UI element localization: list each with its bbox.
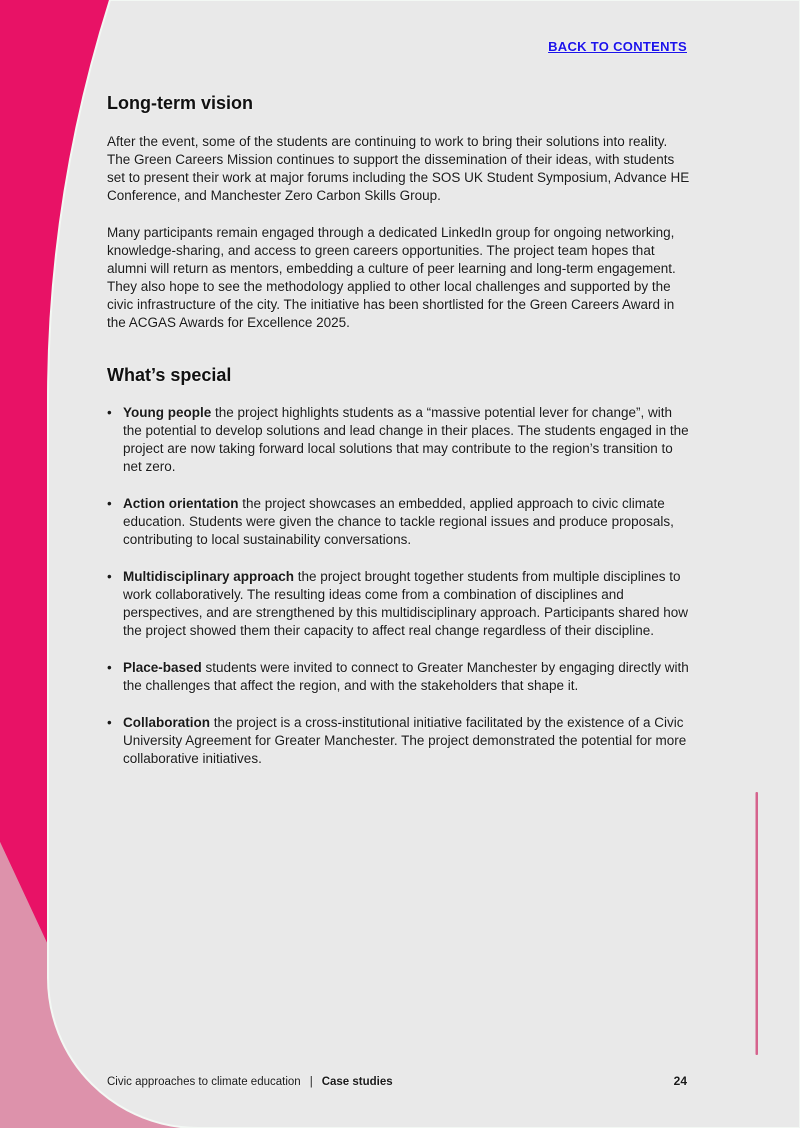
paragraph-long-term-vision-2: Many participants remain engaged through a dedicated LinkedIn group for ongoing networking, knowledge-sharing, and access to green careers opportunities. The project team hopes that alumni will return as mentors, embedding a culture of peer learning and long-term engagement. They also hope to see the methodology applied to other local challenges and supported by the civic infrastructure of the city. The initiative has been shortlisted for the Green Careers Award in the ACGAS Awards for Excellence 2025. <box>107 225 676 330</box>
list-item <box>107 659 693 695</box>
page-number: 24 <box>673 1074 687 1088</box>
bullet-text <box>123 568 693 640</box>
main-column <box>107 0 693 768</box>
paragraph-long-term-vision-1: After the event, some of the students are continuing to work to bring their solutions into reality. The Green Careers Mission continues to support the dissemination of their ideas, with students set to present their work at major forums including the SOS UK Student Symposium, Advance HE Conference, and Manchester Zero Carbon Skills Group. <box>107 134 690 203</box>
bullet-icon: • <box>107 660 112 675</box>
back-to-contents-link[interactable]: BACK TO CONTENTS <box>548 39 687 54</box>
footer-separator: | <box>309 1076 313 1088</box>
whats-special-bullet-list <box>107 404 693 768</box>
bullet-icon: • <box>107 496 112 511</box>
footer-section-label: Case studies <box>321 1076 393 1088</box>
bullet-text <box>123 495 693 549</box>
bullet-rest: the project is a cross-institutional initiative facilitated by the existence of a Civic University Agreement for Greater Manchester. The project demonstrated the potential for more collaborative initiatives. <box>123 715 687 766</box>
bullet-icon: • <box>107 405 112 420</box>
list-item <box>107 714 693 768</box>
page-footer <box>107 1074 687 1089</box>
list-item <box>107 568 693 640</box>
bullet-lead: Place-based <box>123 660 202 675</box>
bullet-icon: • <box>107 569 112 584</box>
bullet-rest: students were invited to connect to Greater Manchester by engaging directly with the challenges that affect the region, and with the stakeholders that shape it. <box>123 660 689 693</box>
list-item <box>107 495 693 549</box>
bullet-rest: the project highlights students as a “massive potential lever for change”, with the potential to develop solutions and lead change in their places. The students engaged in the project are now taking forward local solutions that may contribute to the region’s transition to net zero. <box>123 405 689 474</box>
list-item <box>107 404 693 476</box>
footer-left <box>107 1075 393 1089</box>
bullet-lead: Multidisciplinary approach <box>123 569 295 584</box>
bullet-lead: Action orientation <box>123 496 239 511</box>
bullet-rest: the project brought together students from multiple disciplines to work collaboratively. The resulting ideas come from a combination of disciplines and perspectives, and are strengthened by this multidisciplinary approach. Participants shared how the project showed them their capacity to affect real change regardless of their discipline. <box>123 569 689 638</box>
section-heading-whats-special: What’s special <box>107 365 232 385</box>
footer-doc-title: Civic approaches to climate education <box>107 1076 301 1088</box>
bullet-text <box>123 404 693 476</box>
bullet-lead: Collaboration <box>123 715 210 730</box>
bullet-text <box>123 659 693 695</box>
bullet-text <box>123 714 693 768</box>
bullet-lead: Young people <box>123 405 212 420</box>
bullet-icon: • <box>107 715 112 730</box>
section-heading-long-term-vision: Long-term vision <box>107 93 254 113</box>
bullet-rest: the project showcases an embedded, applied approach to civic climate education. Students were given the chance to tackle regional issues and produce proposals, contributing to local sustainability conversations. <box>123 496 674 547</box>
